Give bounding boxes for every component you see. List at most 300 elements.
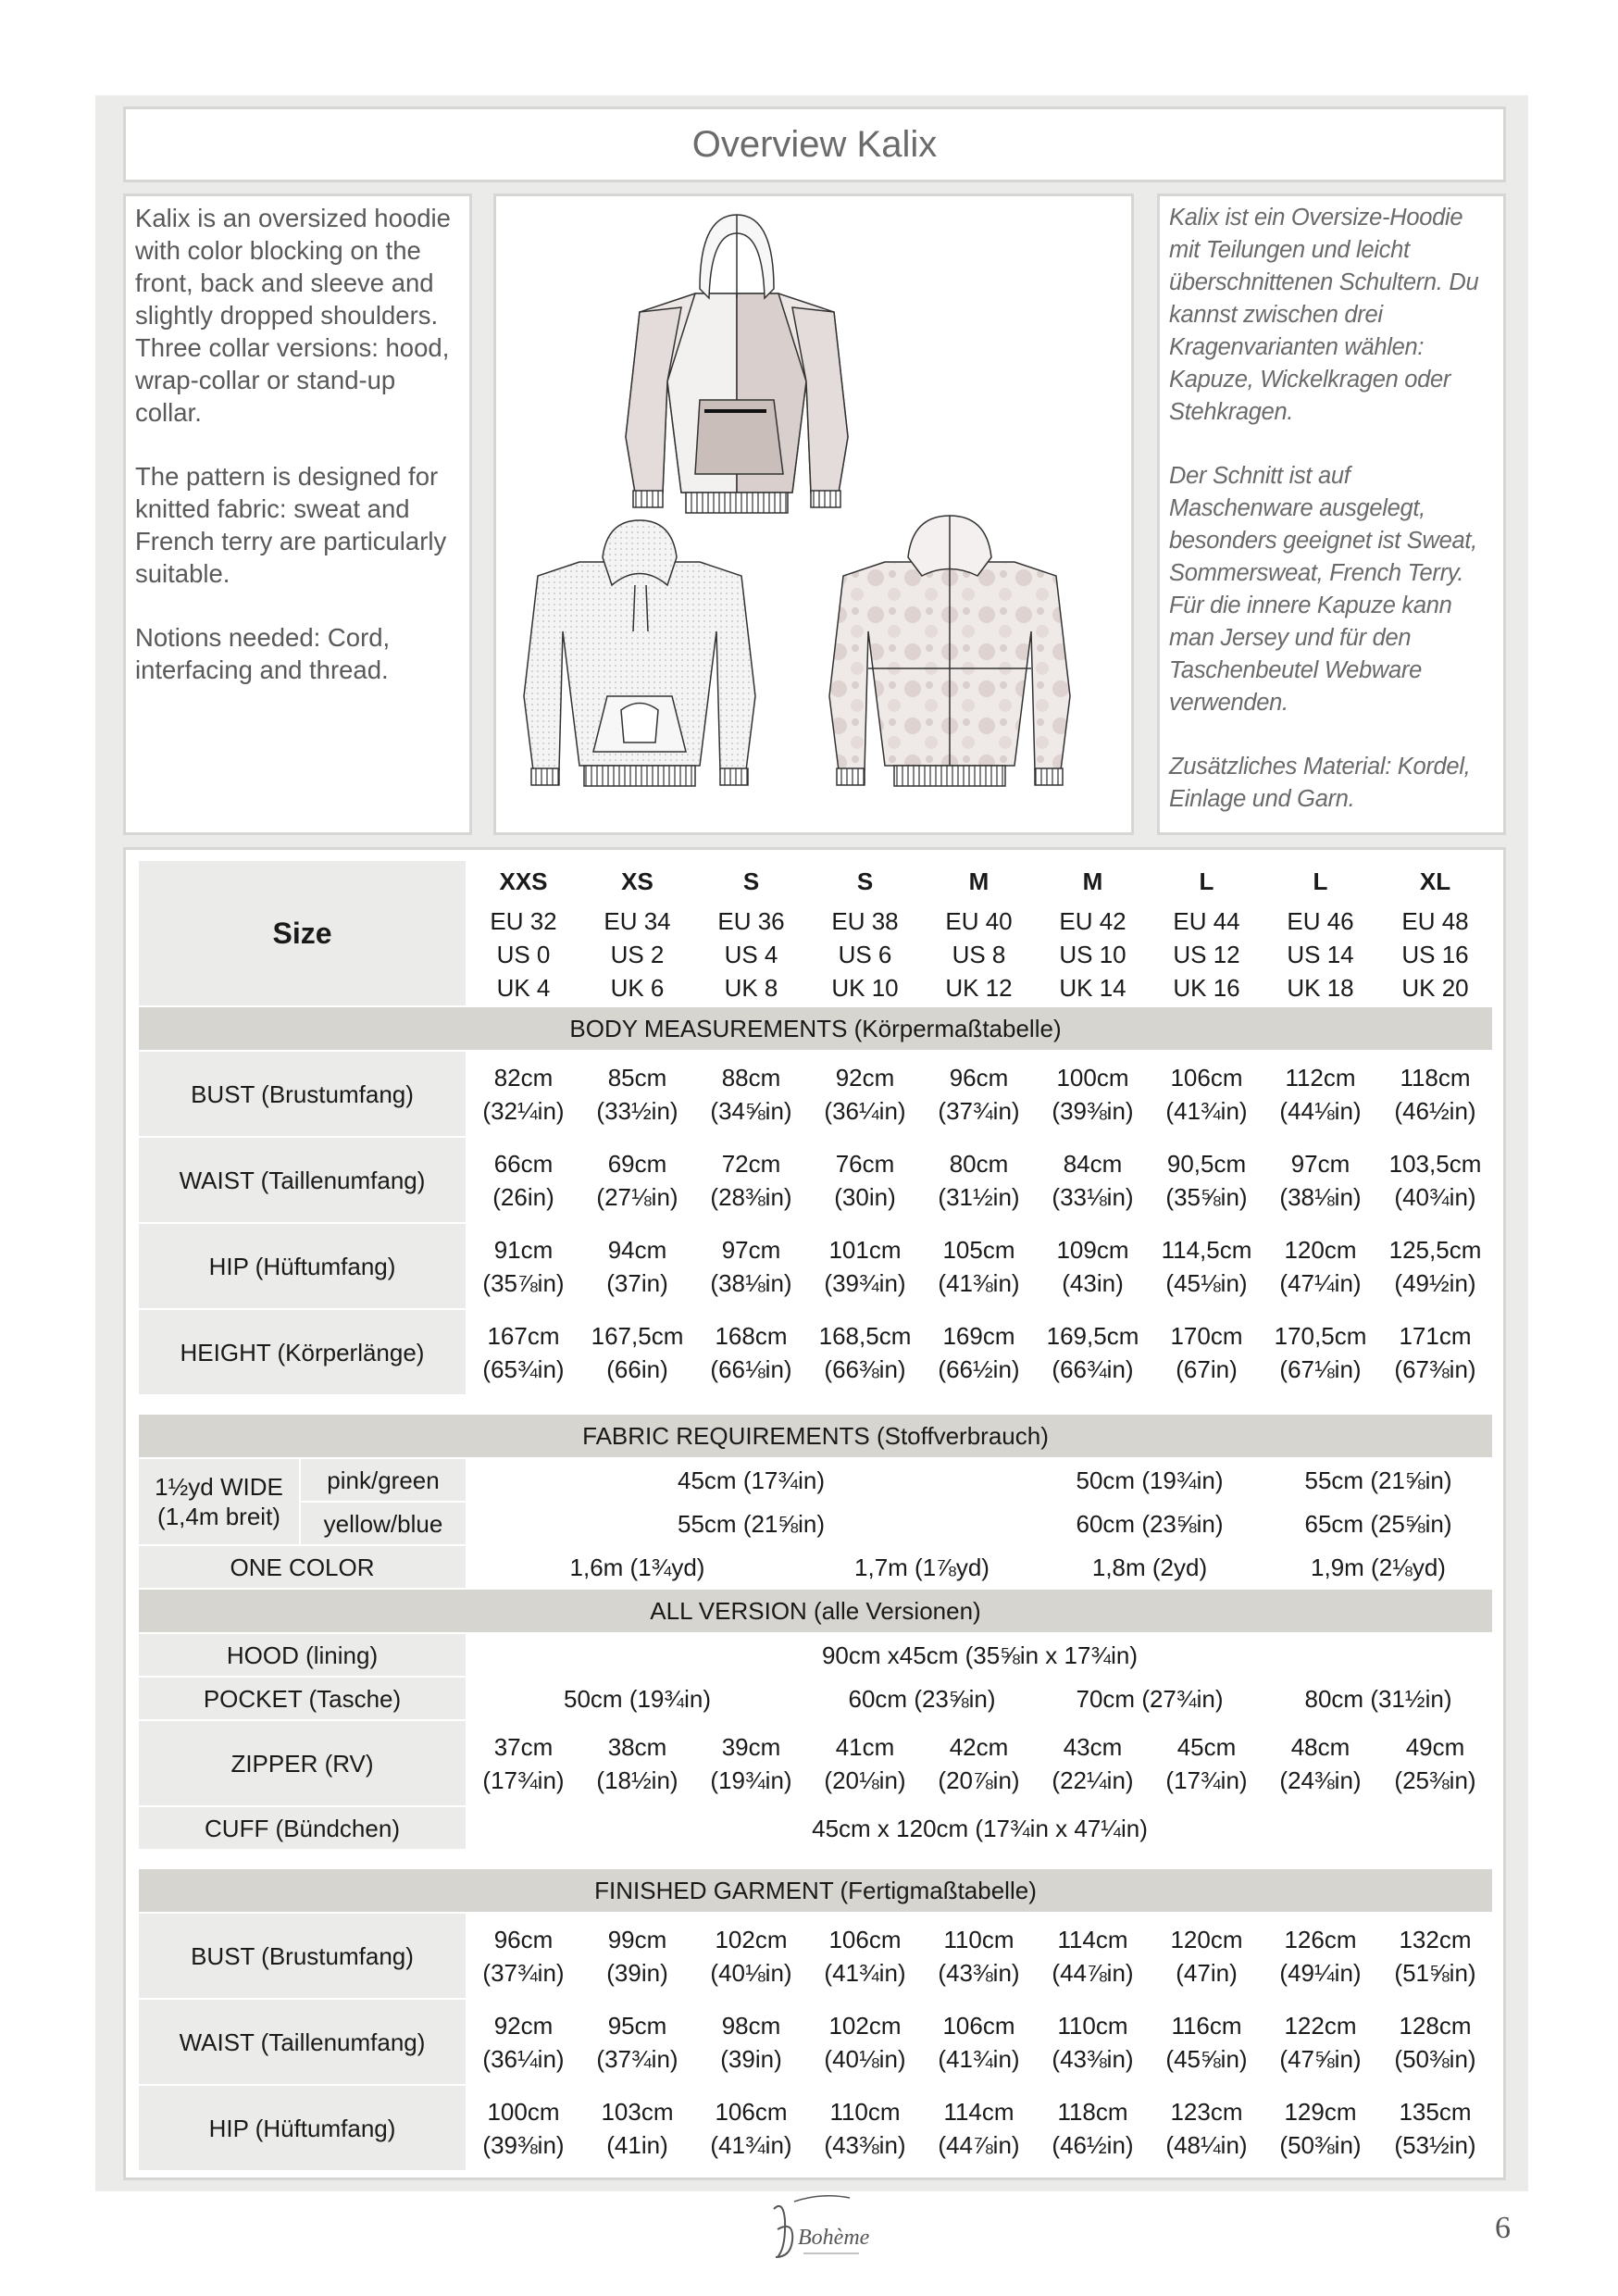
size-us: US 14 bbox=[1287, 941, 1354, 968]
value-cm: 106cm bbox=[1170, 1063, 1243, 1092]
value-cm: 129cm bbox=[1284, 2097, 1357, 2126]
value-inch: (22¼in) bbox=[1052, 1766, 1134, 1794]
pocket-value: 80cm (31½in) bbox=[1263, 1677, 1493, 1720]
value-inch: (40⅛in) bbox=[824, 2044, 906, 2073]
zipper-value bbox=[808, 1720, 922, 1806]
row-label: HIP (Hüftumfang) bbox=[138, 1223, 467, 1309]
size-eu: EU 40 bbox=[945, 907, 1013, 935]
size-code: M bbox=[922, 860, 1036, 903]
measurement-row bbox=[138, 1223, 1493, 1309]
value-cm: 39cm bbox=[721, 1732, 781, 1761]
size-chart-table bbox=[137, 859, 1494, 2172]
measurement-value bbox=[1150, 2085, 1263, 2171]
value-cm: 103cm bbox=[601, 2097, 674, 2126]
value-cm: 41cm bbox=[835, 1732, 895, 1761]
value-inch: (36¼in) bbox=[482, 2044, 565, 2073]
colorway-label: yellow/blue bbox=[300, 1502, 467, 1545]
size-conversion bbox=[1150, 903, 1263, 1006]
value-cm: 103,5cm bbox=[1388, 1149, 1482, 1178]
row-label: HIP (Hüftumfang) bbox=[138, 2085, 467, 2171]
hoodie-bottom-right-icon bbox=[829, 516, 1070, 786]
measurement-value bbox=[694, 1309, 808, 1395]
value-cm: 106cm bbox=[828, 1925, 902, 1953]
measurement-value bbox=[1150, 1051, 1263, 1137]
measurement-value bbox=[922, 1999, 1036, 2085]
measurement-value bbox=[694, 1999, 808, 2085]
fabric-value: 55cm (21⅝in) bbox=[1263, 1458, 1493, 1502]
measurement-value bbox=[467, 1051, 580, 1137]
value-inch: (38⅛in) bbox=[710, 1268, 792, 1297]
value-inch: (48¼in) bbox=[1165, 2130, 1248, 2159]
spacer-row bbox=[138, 1395, 1493, 1414]
measurement-row bbox=[138, 1137, 1493, 1223]
measurement-value bbox=[922, 2085, 1036, 2171]
value-cm: 114,5cm bbox=[1161, 1235, 1252, 1264]
row-label: POCKET (Tasche) bbox=[138, 1677, 467, 1720]
fabric-value: 60cm (23⅝in) bbox=[1036, 1502, 1263, 1545]
size-eu: EU 38 bbox=[831, 907, 899, 935]
logo-icon bbox=[757, 2192, 877, 2276]
hoodie-illustrations bbox=[496, 196, 1131, 832]
size-eu: EU 42 bbox=[1059, 907, 1126, 935]
size-eu: EU 36 bbox=[717, 907, 785, 935]
value-inch: (46½in) bbox=[1394, 1096, 1476, 1125]
size-eu: EU 46 bbox=[1287, 907, 1354, 935]
size-code: L bbox=[1150, 860, 1263, 903]
value-cm: 118cm bbox=[1057, 2097, 1128, 2126]
measurement-value bbox=[1036, 1999, 1150, 2085]
measurement-value bbox=[922, 1913, 1036, 1999]
value-inch: (17¾in) bbox=[1165, 1766, 1248, 1794]
measurement-value bbox=[1036, 1137, 1150, 1223]
value-cm: 125,5cm bbox=[1388, 1235, 1482, 1264]
value-inch: (32¼in) bbox=[482, 1096, 565, 1125]
value-cm: 170cm bbox=[1170, 1321, 1243, 1350]
fabric-value: 1,6m (1¾yd) bbox=[467, 1545, 808, 1589]
measurement-value bbox=[467, 1223, 580, 1309]
value-inch: (41¾in) bbox=[938, 2044, 1020, 2073]
value-inch: (37¾in) bbox=[596, 2044, 678, 2073]
size-code-row bbox=[138, 860, 1493, 903]
value-cm: 101cm bbox=[828, 1235, 902, 1264]
measurement-row bbox=[138, 1309, 1493, 1395]
value-cm: 169,5cm bbox=[1046, 1321, 1139, 1350]
description-de-paragraph: Der Schnitt ist auf Maschenware ausgelegt, besonders geeignet ist Sweat, Sommersweat, French Terry. Für die innere Kapuze kann man Jersey und für den Taschenbeutel Webware verwenden. bbox=[1169, 463, 1477, 716]
value-cm: 118cm bbox=[1400, 1063, 1471, 1092]
size-conversion bbox=[1036, 903, 1150, 1006]
value-cm: 168cm bbox=[715, 1321, 788, 1350]
value-cm: 110cm bbox=[1057, 2011, 1128, 2040]
page-number: 6 bbox=[1495, 2211, 1511, 2245]
value-inch: (43⅜in) bbox=[824, 2130, 906, 2159]
size-conversion bbox=[922, 903, 1036, 1006]
zipper-value bbox=[1036, 1720, 1150, 1806]
value-cm: 72cm bbox=[721, 1149, 781, 1178]
size-us: US 12 bbox=[1173, 941, 1240, 968]
value-cm: 100cm bbox=[487, 2097, 560, 2126]
cuff-row bbox=[138, 1806, 1493, 1850]
size-uk: UK 6 bbox=[610, 974, 665, 1002]
hoodie-bottom-left-icon bbox=[524, 520, 755, 786]
measurement-value bbox=[1377, 1223, 1493, 1309]
zipper-value bbox=[922, 1720, 1036, 1806]
value-cm: 85cm bbox=[607, 1063, 667, 1092]
value-cm: 48cm bbox=[1290, 1732, 1350, 1761]
value-inch: (44⅞in) bbox=[938, 2130, 1020, 2159]
description-en-paragraph: Notions needed: Cord, interfacing and thread. bbox=[135, 623, 391, 684]
zipper-value bbox=[1150, 1720, 1263, 1806]
measurement-value bbox=[1263, 1051, 1377, 1137]
measurement-value bbox=[808, 1051, 922, 1137]
size-uk: UK 8 bbox=[724, 974, 778, 1002]
value-inch: (50⅜in) bbox=[1394, 2044, 1476, 2073]
size-uk: UK 16 bbox=[1173, 974, 1240, 1002]
size-us: US 10 bbox=[1059, 941, 1126, 968]
size-uk: UK 20 bbox=[1401, 974, 1469, 1002]
zipper-value bbox=[467, 1720, 580, 1806]
value-inch: (39¾in) bbox=[824, 1268, 906, 1297]
size-uk: UK 10 bbox=[831, 974, 899, 1002]
value-cm: 95cm bbox=[607, 2011, 667, 2040]
value-cm: 126cm bbox=[1284, 1925, 1357, 1953]
value-cm: 45cm bbox=[1176, 1732, 1237, 1761]
measurement-value bbox=[1263, 1309, 1377, 1395]
body-measurements-header-title: BODY MEASUREMENTS (Körpermaßtabelle) bbox=[138, 1006, 1493, 1051]
value-inch: (66¾in) bbox=[1052, 1354, 1134, 1383]
size-code: XXS bbox=[467, 860, 580, 903]
value-inch: (28⅜in) bbox=[710, 1182, 792, 1211]
value-cm: 123cm bbox=[1170, 2097, 1243, 2126]
measurement-value bbox=[808, 1309, 922, 1395]
value-inch: (53½in) bbox=[1394, 2130, 1476, 2159]
value-cm: 90,5cm bbox=[1166, 1149, 1247, 1178]
measurement-value bbox=[694, 1223, 808, 1309]
measurement-value bbox=[580, 1913, 694, 1999]
value-inch: (25⅜in) bbox=[1394, 1766, 1476, 1794]
measurement-value bbox=[1263, 1137, 1377, 1223]
value-cm: 170,5cm bbox=[1274, 1321, 1367, 1350]
value-cm: 82cm bbox=[493, 1063, 554, 1092]
size-code: XS bbox=[580, 860, 694, 903]
row-label: WAIST (Taillenumfang) bbox=[138, 1137, 467, 1223]
size-us: US 8 bbox=[952, 941, 1006, 968]
measurement-value bbox=[808, 1999, 922, 2085]
value-inch: (40¾in) bbox=[1394, 1182, 1476, 1211]
measurement-value bbox=[1036, 1309, 1150, 1395]
boheme-logo bbox=[757, 2192, 877, 2276]
hood-value: 90cm x45cm (35⅝in x 17¾in) bbox=[467, 1633, 1493, 1677]
value-inch: (37¾in) bbox=[938, 1096, 1020, 1125]
value-inch: (27⅛in) bbox=[596, 1182, 678, 1211]
value-cm: 167,5cm bbox=[591, 1321, 684, 1350]
measurement-row bbox=[138, 1999, 1493, 2085]
value-inch: (66in) bbox=[606, 1354, 668, 1383]
size-us: US 6 bbox=[838, 941, 892, 968]
measurement-value bbox=[1150, 1999, 1263, 2085]
value-inch: (36¼in) bbox=[824, 1096, 906, 1125]
measurement-value bbox=[1150, 1137, 1263, 1223]
value-cm: 106cm bbox=[942, 2011, 1015, 2040]
measurement-value bbox=[1036, 1051, 1150, 1137]
measurement-value bbox=[580, 1999, 694, 2085]
description-de-paragraph: Kalix ist ein Oversize-Hoodie mit Teilungen und leicht überschnittenen Schultern. Du kannst zwischen drei Kragenvarianten wählen: Kapuze, Wickelkragen oder Stehkragen. bbox=[1169, 205, 1479, 425]
pocket-value: 50cm (19¾in) bbox=[467, 1677, 808, 1720]
value-inch: (45⅝in) bbox=[1165, 2044, 1248, 2073]
size-uk: UK 4 bbox=[496, 974, 551, 1002]
value-cm: 128cm bbox=[1399, 2011, 1472, 2040]
size-us: US 2 bbox=[610, 941, 665, 968]
row-label: HEIGHT (Körperlänge) bbox=[138, 1309, 467, 1395]
value-cm: 96cm bbox=[493, 1925, 554, 1953]
measurement-value bbox=[467, 1913, 580, 1999]
value-cm: 91cm bbox=[493, 1235, 554, 1264]
value-cm: 98cm bbox=[721, 2011, 781, 2040]
spacer-row bbox=[138, 1850, 1493, 1868]
zipper-value bbox=[1263, 1720, 1377, 1806]
measurement-value bbox=[580, 1137, 694, 1223]
measurement-value bbox=[694, 1051, 808, 1137]
value-inch: (47⅝in) bbox=[1279, 2044, 1362, 2073]
fabric-row-yellow-blue bbox=[138, 1502, 1493, 1545]
value-cm: 120cm bbox=[1170, 1925, 1243, 1953]
fabric-value: 1,9m (2⅛yd) bbox=[1263, 1545, 1493, 1589]
value-cm: 106cm bbox=[715, 2097, 788, 2126]
value-inch: (37in) bbox=[606, 1268, 668, 1297]
measurement-value bbox=[1150, 1309, 1263, 1395]
value-inch: (20⅞in) bbox=[938, 1766, 1020, 1794]
measurement-value bbox=[1377, 1999, 1493, 2085]
fabric-value: 65cm (25⅝in) bbox=[1263, 1502, 1493, 1545]
value-cm: 168,5cm bbox=[818, 1321, 912, 1350]
fabric-value: 1,7m (1⅞yd) bbox=[808, 1545, 1036, 1589]
value-inch: (35⅝in) bbox=[1165, 1182, 1248, 1211]
row-label: ZIPPER (RV) bbox=[138, 1720, 467, 1806]
value-cm: 80cm bbox=[949, 1149, 1009, 1178]
value-inch: (50⅜in) bbox=[1279, 2130, 1362, 2159]
measurement-value bbox=[580, 1051, 694, 1137]
value-cm: 97cm bbox=[1290, 1149, 1350, 1178]
description-de-paragraph: Zusätzliches Material: Kordel, Einlage und Garn. bbox=[1169, 754, 1471, 812]
measurement-value bbox=[694, 1913, 808, 1999]
zipper-value bbox=[580, 1720, 694, 1806]
measurement-value bbox=[580, 1223, 694, 1309]
size-conversion bbox=[467, 903, 580, 1006]
value-inch: (49¼in) bbox=[1279, 1958, 1362, 1987]
measurement-value bbox=[467, 1999, 580, 2085]
measurement-value bbox=[1036, 2085, 1150, 2171]
value-inch: (67⅛in) bbox=[1279, 1354, 1362, 1383]
measurement-value bbox=[467, 1309, 580, 1395]
value-inch: (44⅛in) bbox=[1279, 1096, 1362, 1125]
value-inch: (26in) bbox=[492, 1182, 554, 1211]
value-inch: (51⅝in) bbox=[1394, 1958, 1476, 1987]
value-cm: 116cm bbox=[1171, 2011, 1242, 2040]
value-inch: (34⅝in) bbox=[710, 1096, 792, 1125]
value-inch: (66⅛in) bbox=[710, 1354, 792, 1383]
value-cm: 69cm bbox=[607, 1149, 667, 1178]
value-inch: (41¾in) bbox=[824, 1958, 906, 1987]
body-measurements-header bbox=[138, 1006, 1493, 1051]
measurement-value bbox=[580, 2085, 694, 2171]
value-inch: (44⅞in) bbox=[1052, 1958, 1134, 1987]
value-cm: 109cm bbox=[1056, 1235, 1129, 1264]
fabric-requirements-header bbox=[138, 1414, 1493, 1458]
fabric-value: 45cm (17¾in) bbox=[467, 1458, 1036, 1502]
measurement-row bbox=[138, 1051, 1493, 1137]
fabric-row-pink-green bbox=[138, 1458, 1493, 1502]
value-cm: 94cm bbox=[607, 1235, 667, 1264]
value-cm: 100cm bbox=[1056, 1063, 1129, 1092]
value-inch: (43⅜in) bbox=[938, 1958, 1020, 1987]
value-inch: (39⅜in) bbox=[1052, 1096, 1134, 1125]
fabric-row-one-color bbox=[138, 1545, 1493, 1589]
value-inch: (19¾in) bbox=[710, 1766, 792, 1794]
measurement-value bbox=[1263, 1223, 1377, 1309]
value-cm: 92cm bbox=[835, 1063, 895, 1092]
measurement-value bbox=[922, 1137, 1036, 1223]
value-inch: (33⅛in) bbox=[1052, 1182, 1134, 1211]
value-inch: (43in) bbox=[1062, 1268, 1124, 1297]
value-cm: 49cm bbox=[1405, 1732, 1465, 1761]
row-label: WAIST (Taillenumfang) bbox=[138, 1999, 467, 2085]
value-inch: (24⅜in) bbox=[1279, 1766, 1362, 1794]
measurement-value bbox=[1036, 1223, 1150, 1309]
value-inch: (38⅛in) bbox=[1279, 1182, 1362, 1211]
size-eu: EU 34 bbox=[604, 907, 671, 935]
measurement-value bbox=[1377, 1051, 1493, 1137]
value-inch: (46½in) bbox=[1052, 2130, 1134, 2159]
value-inch: (30in) bbox=[834, 1182, 896, 1211]
value-cm: 114cm bbox=[1057, 1925, 1128, 1953]
value-cm: 110cm bbox=[829, 2097, 901, 2126]
size-chart-box bbox=[123, 847, 1506, 2180]
value-inch: (47in) bbox=[1176, 1958, 1238, 1987]
value-inch: (67in) bbox=[1176, 1354, 1238, 1383]
measurement-value bbox=[808, 1913, 922, 1999]
measurement-value bbox=[467, 2085, 580, 2171]
size-code: S bbox=[808, 860, 922, 903]
value-inch: (66½in) bbox=[938, 1354, 1020, 1383]
hoodie-top-icon bbox=[626, 215, 848, 513]
measurement-value bbox=[922, 1309, 1036, 1395]
value-cm: 38cm bbox=[607, 1732, 667, 1761]
size-conversion bbox=[1263, 903, 1377, 1006]
cuff-value: 45cm x 120cm (17¾in x 47¼in) bbox=[467, 1806, 1493, 1850]
value-inch: (33½in) bbox=[596, 1096, 678, 1125]
measurement-value bbox=[1263, 1913, 1377, 1999]
measurement-value bbox=[694, 1137, 808, 1223]
measurement-value bbox=[1263, 1999, 1377, 2085]
value-inch: (67⅜in) bbox=[1394, 1354, 1476, 1383]
value-cm: 66cm bbox=[493, 1149, 554, 1178]
row-label: ONE COLOR bbox=[138, 1545, 467, 1589]
value-inch: (41¾in) bbox=[1165, 1096, 1248, 1125]
size-uk: UK 18 bbox=[1287, 974, 1354, 1002]
fabric-value: 55cm (21⅝in) bbox=[467, 1502, 1036, 1545]
value-cm: 112cm bbox=[1285, 1063, 1356, 1092]
fabric-value: 1,8m (2yd) bbox=[1036, 1545, 1263, 1589]
measurement-row bbox=[138, 1913, 1493, 1999]
value-inch: (20⅛in) bbox=[824, 1766, 906, 1794]
description-de bbox=[1157, 193, 1506, 835]
value-inch: (17¾in) bbox=[482, 1766, 565, 1794]
value-cm: 88cm bbox=[721, 1063, 781, 1092]
page-title: Overview Kalix bbox=[691, 124, 938, 165]
measurement-value bbox=[808, 1223, 922, 1309]
measurement-value bbox=[1150, 1913, 1263, 1999]
value-cm: 43cm bbox=[1063, 1732, 1123, 1761]
description-en-paragraph: Kalix is an oversized hoodie with color blocking on the front, back and sleeve and slightly dropped shoulders. Three collar versions: hood, wrap-collar or stand-up collar. bbox=[135, 204, 451, 427]
all-version-header bbox=[138, 1589, 1493, 1633]
value-cm: 102cm bbox=[715, 1925, 788, 1953]
row-label: CUFF (Bündchen) bbox=[138, 1806, 467, 1850]
measurement-value bbox=[1036, 1913, 1150, 1999]
pocket-row bbox=[138, 1677, 1493, 1720]
measurement-value bbox=[467, 1137, 580, 1223]
value-inch: (41⅜in) bbox=[938, 1268, 1020, 1297]
value-inch: (65¾in) bbox=[482, 1354, 565, 1383]
description-en-paragraph: The pattern is designed for knitted fabric: sweat and French terry are particularly suitable. bbox=[135, 462, 447, 588]
value-inch: (37¾in) bbox=[482, 1958, 565, 1987]
size-eu: EU 48 bbox=[1401, 907, 1469, 935]
row-label: BUST (Brustumfang) bbox=[138, 1051, 467, 1137]
fabric-value: 50cm (19¾in) bbox=[1036, 1458, 1263, 1502]
size-eu: EU 44 bbox=[1173, 907, 1240, 935]
value-cm: 132cm bbox=[1399, 1925, 1472, 1953]
value-cm: 169cm bbox=[942, 1321, 1015, 1350]
size-code: L bbox=[1263, 860, 1377, 903]
hood-row bbox=[138, 1633, 1493, 1677]
value-inch: (31½in) bbox=[938, 1182, 1020, 1211]
value-inch: (41¾in) bbox=[710, 2130, 792, 2159]
measurement-value bbox=[1377, 1137, 1493, 1223]
value-cm: 84cm bbox=[1063, 1149, 1123, 1178]
value-cm: 135cm bbox=[1399, 2097, 1472, 2126]
value-inch: (45⅛in) bbox=[1165, 1268, 1248, 1297]
value-inch: (43⅜in) bbox=[1052, 2044, 1134, 2073]
size-conversion bbox=[1377, 903, 1493, 1006]
value-inch: (49½in) bbox=[1394, 1268, 1476, 1297]
size-uk: UK 14 bbox=[1059, 974, 1126, 1002]
zipper-value bbox=[1377, 1720, 1493, 1806]
value-inch: (40⅛in) bbox=[710, 1958, 792, 1987]
pocket-value: 70cm (27¾in) bbox=[1036, 1677, 1263, 1720]
measurement-value bbox=[1377, 1913, 1493, 1999]
value-inch: (47¼in) bbox=[1279, 1268, 1362, 1297]
value-cm: 99cm bbox=[607, 1925, 667, 1953]
value-cm: 92cm bbox=[493, 2011, 554, 2040]
value-cm: 122cm bbox=[1284, 2011, 1357, 2040]
size-code: S bbox=[694, 860, 808, 903]
fabric-width-label: 1½yd WIDE (1,4m breit) bbox=[138, 1458, 300, 1545]
value-inch: (35⅞in) bbox=[482, 1268, 565, 1297]
all-version-header-title: ALL VERSION (alle Versionen) bbox=[138, 1589, 1493, 1633]
finished-garment-header-title: FINISHED GARMENT (Fertigmaßtabelle) bbox=[138, 1868, 1493, 1913]
size-code: XL bbox=[1377, 860, 1493, 903]
size-us: US 0 bbox=[496, 941, 551, 968]
measurement-value bbox=[1377, 2085, 1493, 2171]
spacer-cell bbox=[138, 1850, 1493, 1868]
pocket-value: 60cm (23⅝in) bbox=[808, 1677, 1036, 1720]
value-cm: 96cm bbox=[949, 1063, 1009, 1092]
size-eu: EU 32 bbox=[490, 907, 557, 935]
measurement-value bbox=[922, 1223, 1036, 1309]
value-cm: 167cm bbox=[487, 1321, 560, 1350]
row-label: HOOD (lining) bbox=[138, 1633, 467, 1677]
size-conversion bbox=[580, 903, 694, 1006]
garment-illustration-box bbox=[493, 193, 1134, 835]
row-label: BUST (Brustumfang) bbox=[138, 1913, 467, 1999]
